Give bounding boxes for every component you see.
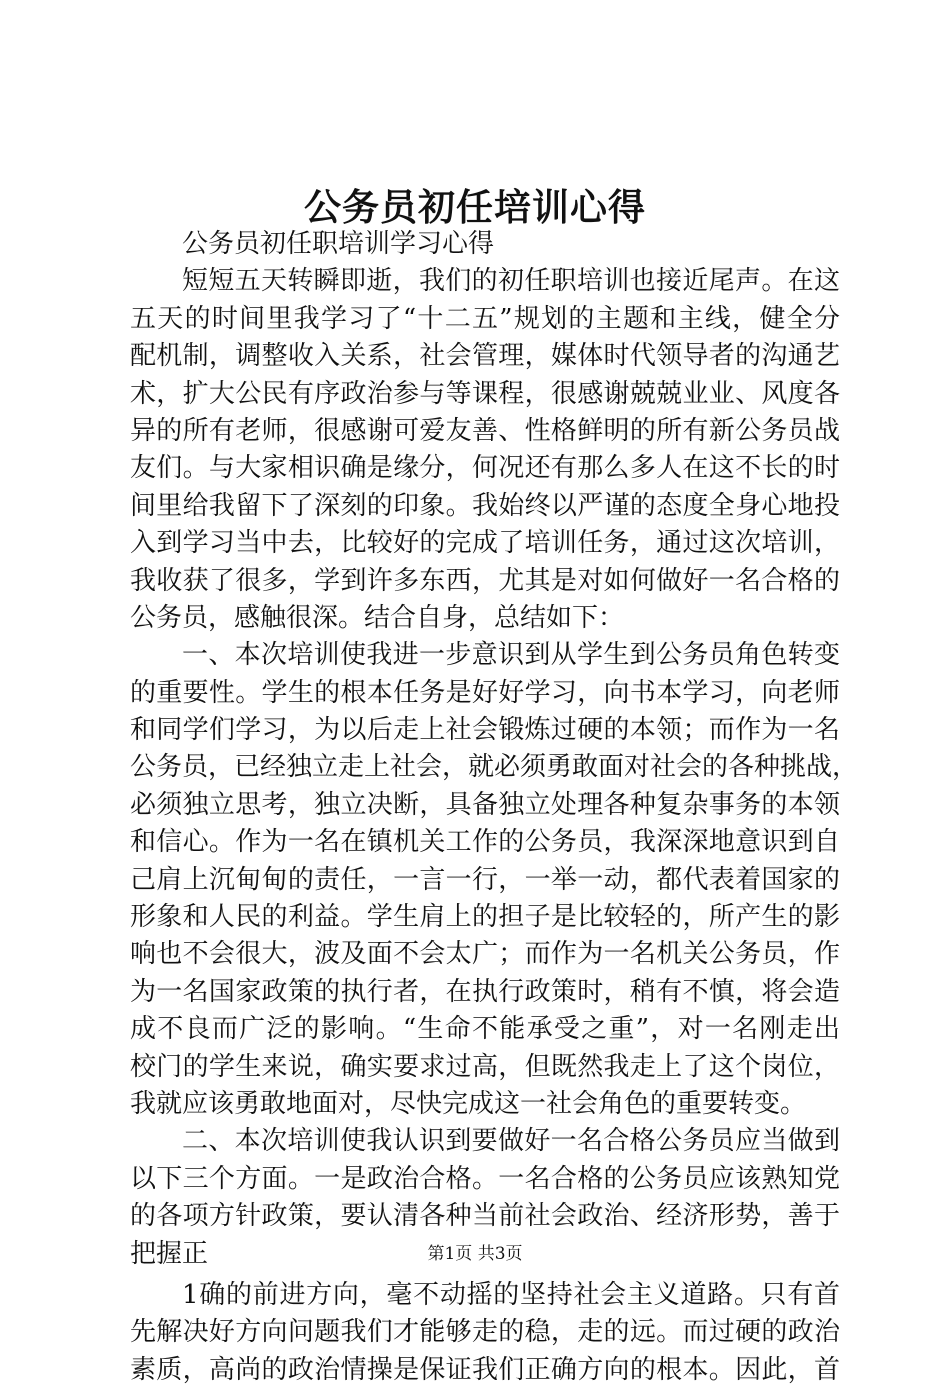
paragraph-line: 的重要性。学生的根本任务是好好学习，向书本学习，向老师 [130,677,840,708]
paragraph-line: 配机制，调整收入关系，社会管理，媒体时代领导者的沟通艺 [130,341,840,372]
paragraph-line: 为一名国家政策的执行者，在执行政策时，稍有不慎，将会造 [130,976,840,1007]
paragraph-line: 术，扩大公民有序政治参与等课程，很感谢兢兢业业、风度各 [130,378,840,409]
paragraph-line: 入到学习当中去，比较好的完成了培训任务，通过这次培训， [130,528,840,559]
paragraph-line: 我就应该勇敢地面对，尽快完成这一社会角色的重要转变。 [130,1088,807,1119]
paragraph-line: 五天的时间里我学习了“十二五”规划的主题和主线，健全分 [130,303,840,334]
paragraph-line: 和信心。作为一名在镇机关工作的公务员，我深深地意识到自 [130,827,840,858]
paragraph-line: 以下三个方面。一是政治合格。一名合格的公务员应该熟知党 [130,1163,840,1194]
paragraph-line: 1确的前进方向，毫不动摇的坚持社会主义道路。只有首 [182,1279,840,1310]
page-footer: 第1页 共3页 [427,1244,523,1264]
paragraph-line: 短短五天转瞬即逝，我们的初任职培训也接近尾声。在这 [182,266,840,297]
paragraph-line: 公务员，感触很深。结合自身，总结如下： [130,602,625,633]
paragraph-line: 己肩上沉甸甸的责任，一言一行，一举一动，都代表着国家的 [130,864,840,895]
paragraph-line: 二、本次培训使我认识到要做好一名合格公务员应当做到 [182,1126,840,1157]
paragraph [130,1277,840,1389]
paragraph-line: 间里给我留下了深刻的印象。我始终以严谨的态度全身心地投 [130,490,840,521]
document-title: 公务员初任培训心得 [304,185,646,229]
subtitle-line: 公务员初任职培训学习心得 [182,229,495,259]
paragraph-line: 校门的学生来说，确实要求过高，但既然我走上了这个岗位， [130,1051,840,1082]
paragraph-line: 必须独立思考，独立决断，具备独立处理各种复杂事务的本领 [130,789,840,820]
paragraph-line: 友们。与大家相识确是缘分，何况还有那么多人在这不长的时 [130,453,840,484]
paragraph-line: 成不良而广泛的影响。“生命不能承受之重”，对一名刚走出 [130,1014,840,1045]
document-body [130,226,859,1389]
paragraph-line: 一、本次培训使我进一步意识到从学生到公务员角色转变 [182,640,840,671]
paragraph-line: 把握正 [130,1238,209,1269]
paragraph-line: 先解决好方向问题我们才能够走的稳，走的远。而过硬的政治 [130,1317,840,1348]
paragraph-line: 素质，高尚的政治情操是保证我们正确方向的根本。因此，首 [130,1354,840,1385]
paragraph-line: 和同学们学习，为以后走上社会锻炼过硬的本领；而作为一名 [130,715,840,746]
paragraph [130,637,859,1123]
paragraph-line: 形象和人民的利益。学生肩上的担子是比较轻的，所产生的影 [130,902,840,933]
paragraph-line: 公务员，已经独立走上社会，就必须勇敢面对社会的各种挑战， [130,752,859,783]
paragraph-line: 异的所有老师，很感谢可爱友善、性格鲜明的所有新公务员战 [130,415,840,446]
paragraph-line: 响也不会很大，波及面不会太广；而作为一名机关公务员，作 [130,939,840,970]
paragraph-line: 我收获了很多，学到许多东西，尤其是对如何做好一名合格的 [130,565,840,596]
paragraph [130,263,840,637]
paragraph-line: 的各项方针政策，要认清各种当前社会政治、经济形势，善于 [130,1201,840,1232]
